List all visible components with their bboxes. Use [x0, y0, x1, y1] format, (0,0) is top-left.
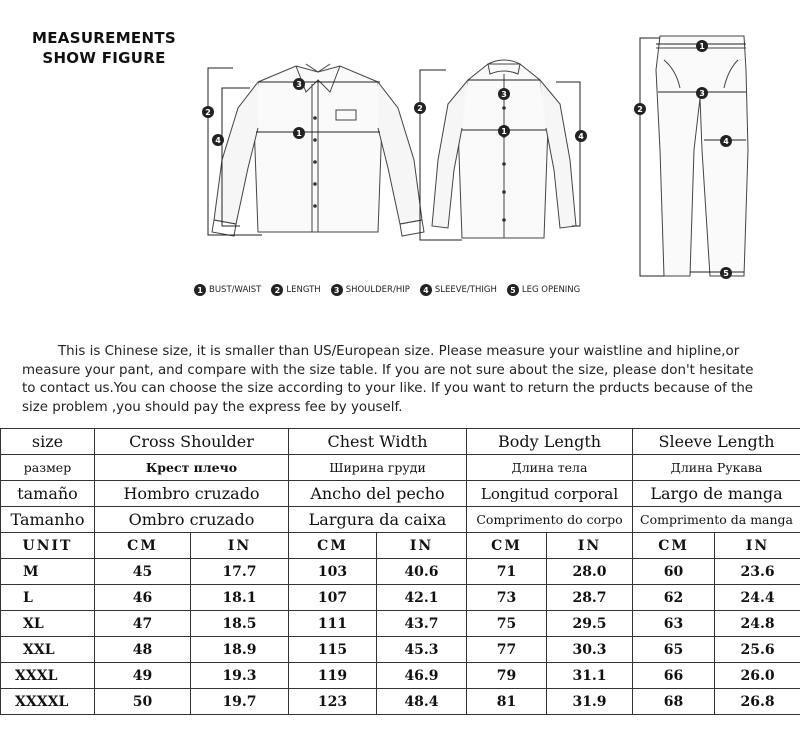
size-label: XXXXL	[1, 689, 95, 715]
header-sleeve-length-es: Largo de manga	[633, 481, 800, 507]
notice-line: to contact us.You can choose the size according to your like. If you want to return the prducts because of the	[22, 381, 754, 396]
table-cell: 17.7	[191, 559, 289, 585]
header-cross-shoulder: Cross Shoulder	[95, 429, 289, 455]
header-row-spanish	[1, 481, 800, 507]
legend-number: 3	[331, 284, 343, 296]
table-cell: 65	[633, 637, 715, 663]
unit-cell: IN	[377, 533, 467, 559]
header-chest-width-es: Ancho del pecho	[289, 481, 467, 507]
size-rows	[1, 559, 800, 715]
size-label: M	[1, 559, 95, 585]
legend-label: LENGTH	[286, 285, 321, 295]
size-label: XXXL	[1, 663, 95, 689]
legend-item-length	[271, 284, 320, 296]
table-cell: 18.9	[191, 637, 289, 663]
table-cell: 26.8	[715, 689, 800, 715]
header-sleeve-length: Sleeve Length	[633, 429, 800, 455]
size-label: XXL	[1, 637, 95, 663]
table-cell: 30.3	[547, 637, 633, 663]
svg-text:1: 1	[296, 129, 302, 138]
header-chest-width: Chest Width	[289, 429, 467, 455]
header-row-russian	[1, 455, 800, 481]
unit-cell: CM	[633, 533, 715, 559]
svg-text:2: 2	[205, 108, 211, 117]
table-cell: 49	[95, 663, 191, 689]
table-cell: 73	[467, 585, 547, 611]
header-sleeve-length-pt: Comprimento da manga	[633, 507, 800, 533]
legend-label: SHOULDER/HIP	[345, 285, 410, 295]
unit-cell: CM	[467, 533, 547, 559]
measurement-figures	[0, 0, 800, 320]
svg-text:4: 4	[578, 132, 584, 141]
table-row	[1, 611, 800, 637]
header-cross-shoulder-es: Hombro cruzado	[95, 481, 289, 507]
table-cell: 111	[289, 611, 377, 637]
table-row	[1, 663, 800, 689]
table-cell: 25.6	[715, 637, 800, 663]
svg-text:4: 4	[215, 136, 221, 145]
table-cell: 47	[95, 611, 191, 637]
table-cell: 24.8	[715, 611, 800, 637]
notice-line: measure your pant, and compare with the size table. If you are not sure about the size, please don't hesitate	[22, 362, 754, 378]
header-body-length-pt: Comprimento do corpo	[467, 507, 633, 533]
legend-item-bust-waist	[194, 284, 261, 296]
header-size-pt: Tamanho	[1, 507, 95, 533]
header-body-length-ru: Длина тела	[467, 455, 633, 481]
notice-line: This is Chinese size, it is smaller than US/European size. Please measure your waistline and hipline,or	[58, 344, 740, 359]
table-cell: 48	[95, 637, 191, 663]
table-cell: 63	[633, 611, 715, 637]
legend-number: 4	[420, 284, 432, 296]
table-cell: 123	[289, 689, 377, 715]
table-cell: 119	[289, 663, 377, 689]
table-cell: 46	[95, 585, 191, 611]
header-body-length-es: Longitud corporal	[467, 481, 633, 507]
table-cell: 18.1	[191, 585, 289, 611]
header-row-english	[1, 429, 800, 455]
dress-shirt-figure	[212, 64, 424, 236]
title-line-2: SHOW FIGURE	[42, 49, 166, 67]
table-row	[1, 637, 800, 663]
unit-row	[1, 533, 800, 559]
header-row-portuguese	[1, 507, 800, 533]
header-size-ru: размер	[1, 455, 95, 481]
size-label: XL	[1, 611, 95, 637]
unit-cell: CM	[289, 533, 377, 559]
header-sleeve-length-ru: Длина Рукава	[633, 455, 800, 481]
stand-collar-shirt-figure	[432, 60, 576, 238]
unit-cell: IN	[191, 533, 289, 559]
table-cell: 115	[289, 637, 377, 663]
header-cross-shoulder-pt: Ombro cruzado	[95, 507, 289, 533]
table-cell: 24.4	[715, 585, 800, 611]
unit-cell: CM	[95, 533, 191, 559]
header-chest-width-ru: Ширина груди	[289, 455, 467, 481]
legend-label: BUST/WAIST	[209, 285, 262, 295]
table-row	[1, 559, 800, 585]
table-cell: 31.1	[547, 663, 633, 689]
svg-text:3: 3	[501, 90, 507, 99]
legend-item-leg-opening	[507, 284, 580, 296]
table-cell: 43.7	[377, 611, 467, 637]
legend-number: 2	[271, 284, 283, 296]
table-cell: 75	[467, 611, 547, 637]
legend-item-shoulder-hip	[331, 284, 410, 296]
table-cell: 48.4	[377, 689, 467, 715]
svg-text:1: 1	[501, 127, 507, 136]
table-cell: 26.0	[715, 663, 800, 689]
table-cell: 45	[95, 559, 191, 585]
table-row	[1, 585, 800, 611]
table-cell: 62	[633, 585, 715, 611]
table-cell: 71	[467, 559, 547, 585]
pants-figure	[656, 36, 748, 276]
table-cell: 60	[633, 559, 715, 585]
table-cell: 81	[467, 689, 547, 715]
table-cell: 19.7	[191, 689, 289, 715]
measurement-legend	[194, 284, 580, 296]
size-label: L	[1, 585, 95, 611]
header-body-length: Body Length	[467, 429, 633, 455]
table-cell: 31.9	[547, 689, 633, 715]
table-cell: 45.3	[377, 637, 467, 663]
table-cell: 19.3	[191, 663, 289, 689]
header-chest-width-pt: Largura da caixa	[289, 507, 467, 533]
table-cell: 68	[633, 689, 715, 715]
table-cell: 42.1	[377, 585, 467, 611]
title-line-1: MEASUREMENTS	[32, 29, 176, 47]
size-notice	[22, 343, 782, 417]
legend-label: LEG OPENING	[521, 285, 581, 295]
table-cell: 40.6	[377, 559, 467, 585]
table-row	[1, 689, 800, 715]
unit-cell: IN	[547, 533, 633, 559]
table-cell: 50	[95, 689, 191, 715]
svg-text:2: 2	[637, 105, 643, 114]
unit-label: UNIT	[1, 533, 95, 559]
size-table	[0, 428, 800, 715]
svg-text:1: 1	[699, 42, 705, 51]
notice-line: size problem ,you should pay the express fee by youself.	[22, 399, 403, 415]
table-cell: 23.6	[715, 559, 800, 585]
svg-text:4: 4	[723, 137, 729, 146]
svg-text:3: 3	[296, 80, 302, 89]
svg-text:2: 2	[417, 104, 423, 113]
table-cell: 29.5	[547, 611, 633, 637]
table-cell: 103	[289, 559, 377, 585]
legend-number: 1	[194, 284, 206, 296]
legend-item-sleeve-thigh	[420, 284, 497, 296]
table-cell: 107	[289, 585, 377, 611]
table-cell: 66	[633, 663, 715, 689]
table-cell: 18.5	[191, 611, 289, 637]
table-cell: 79	[467, 663, 547, 689]
table-cell: 46.9	[377, 663, 467, 689]
legend-number: 5	[507, 284, 519, 296]
header-size: size	[1, 429, 95, 455]
legend-label: SLEEVE/THIGH	[434, 285, 497, 295]
svg-text:5: 5	[723, 269, 729, 278]
table-cell: 28.0	[547, 559, 633, 585]
header-size-es: tamaño	[1, 481, 95, 507]
unit-cell: IN	[715, 533, 800, 559]
header-cross-shoulder-ru: Крест плечо	[95, 455, 289, 481]
svg-text:3: 3	[699, 89, 705, 98]
table-cell: 77	[467, 637, 547, 663]
table-cell: 28.7	[547, 585, 633, 611]
